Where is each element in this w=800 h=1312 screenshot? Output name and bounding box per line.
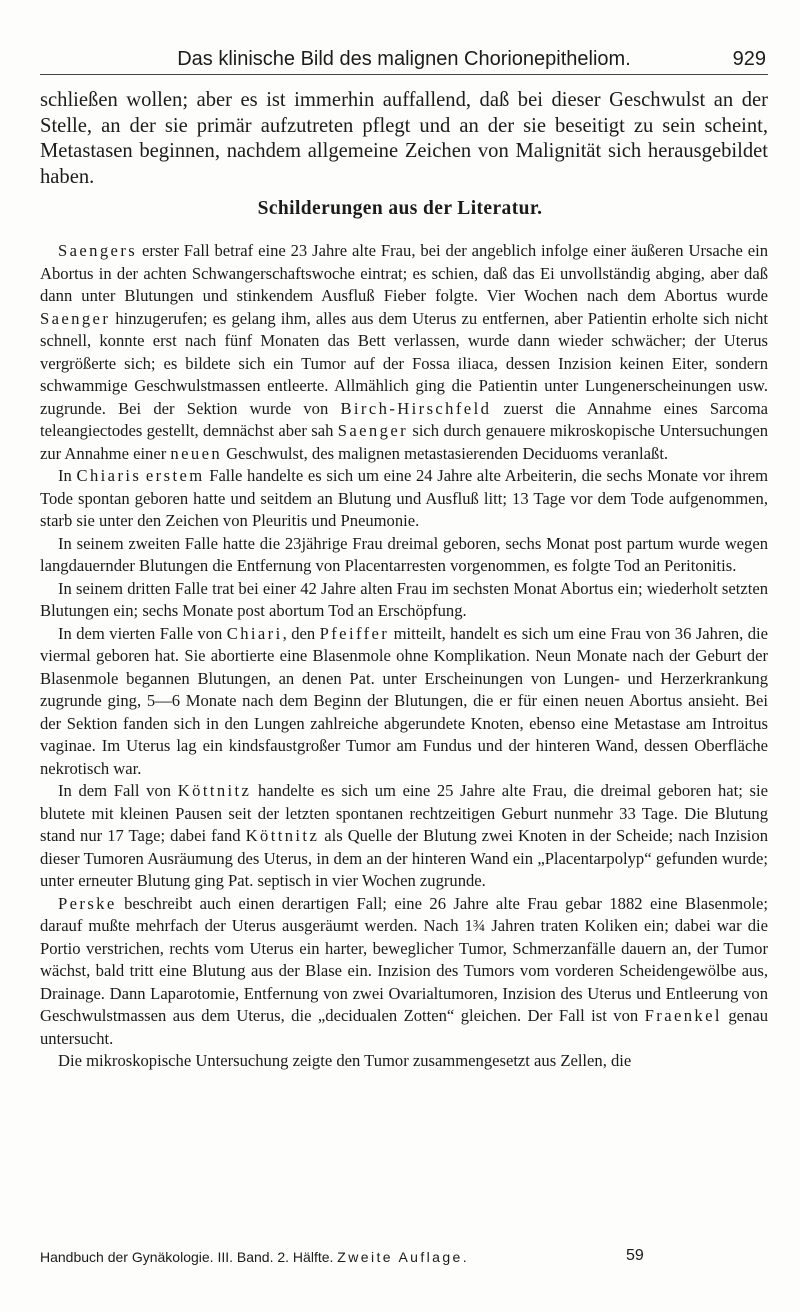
author-name: Saenger: [40, 308, 111, 328]
paragraph-chiari-2: In seinem zweiten Falle hatte die 23jährige Frau dreimal geboren, sechs Monat post partum wurde wegen langdauernder Blutungen die Entfernung von Placentarresten vorgenommen, es folgte Tod an Peritonitis.: [40, 533, 768, 575]
page-footer: [40, 1249, 768, 1271]
paragraph-chiari-1: In Chiaris erstem Falle handelte es sich um eine 24 Jahre alte Arbeiterin, die sechs Monate vor ihrem Tode spontan geboren hatte und seitdem an Blutung und Ausfluß litt; 13 Tage vor dem Tode aufgenommen, starb sie unter den Zeichen von Pleuritis und Pneumonie.: [40, 466, 768, 530]
paragraph-chiari-3: In seinem dritten Falle trat bei einer 42 Jahre alten Frau im sechsten Monat Abortus ein; wiederholt setzten Blutungen ein; sechs Monate post abortum Tod an Erschöpfung.: [40, 578, 768, 620]
emphasis: neuen: [170, 443, 223, 463]
paragraph-koettnitz: In dem Fall von Köttnitz handelte es sich um eine 25 Jahre alte Frau, die dreimal geboren hat; sie blutete mit kleinen Pausen seit der letzten spontanen rechtzeitigen Geburt nunmehr 33 Tage. Die Blutung stand nur 17 Tage; dabei fand Köttnitz als Quelle der Blutung zwei Knoten in der Scheide; nach Inzision dieser Tumoren Ausräumung des Uterus, in dem an der hinteren Wand ein „Placentarpolyp“ gefunden wurde; unter erneuter Blutung ging Pat. septisch in vier Wochen zugrunde.: [40, 781, 768, 890]
paragraph-saenger: Saengers erster Fall betraf eine 23 Jahre alte Frau, bei der angeblich infolge einer äußeren Ursache ein Abortus in der achten Schwangerschaftswoche eintrat; es schien, daß das Ei unvollständig abging, aber daß dann unter Blutungen und stinkendem Ausfluß Fieber folgte. Vier Wochen nach dem Abortus wurde Saenger hinzugerufen; es gelang ihm, alles aus dem Uterus zu entfernen, aber Patientin erholte sich nicht schnell, konnte erst nach fünf Monaten das Bett verlassen, wurde dann wieder schwächer; der Uterus vergrößerte sich; es bildete sich ein Tumor auf der Fossa iliaca, dessen Inzision keinen Eiter, sondern schwammige Geschwulstmassen entleerte. Allmählich ging die Patientin unter Lungenerscheinungen usw. zugrunde. Bei der Sektion wurde von Birch-Hirschfeld zuerst die Annahme eines Sarcoma teleangiectodes gestellt, demnächst aber sah Saenger sich durch genauere mikroskopische Untersuchungen zur Annahme einer neuen Geschwulst, des malignen metastasierenden Deciduoms veranlaßt.: [40, 241, 769, 463]
running-header: [40, 44, 768, 75]
section-heading: Schilderungen aus der Literatur.: [257, 198, 543, 219]
signature-mark: 59: [626, 1247, 644, 1264]
page-number: 929: [732, 48, 766, 70]
paragraph-microscopy: Die mikroskopische Untersuchung zeigte den Tumor zusammengesetzt aus Zellen, die: [58, 1051, 632, 1070]
author-name: Saengers: [58, 241, 138, 260]
author-name: Chiaris: [76, 466, 142, 485]
edition-note: Zweite Auflage.: [337, 1249, 470, 1265]
author-name: Perske: [58, 893, 117, 913]
running-title: Das klinische Bild des malignen Chorionepitheliom.: [177, 48, 631, 70]
author-name: Fraenkel: [644, 1006, 722, 1025]
author-name: Saenger: [337, 421, 409, 440]
author-name: Köttnitz: [245, 826, 320, 845]
paragraph-perske: Perske beschreibt auch einen derartigen Fall; eine 26 Jahre alte Frau gebar 1882 eine Blasenmole; darauf mußte mehrfach der Uterus ausgeräumt werden. Nach 1¾ Jahren traten Koliken ein; dabei war die Portio verstrichen, rechts vom Uterus ein harter, beweglicher Tumor, Schmerzanfälle dauern an, der Tumor wächst, bald tritt eine Blutung aus der Blase ein. Inzision des Tumors vom vorderen Scheidengewölbe aus, Drainage. Dann Laparotomie, Entfernung von zwei Ovarialtumoren, Inzision des Uterus und Entleerung von Geschwulstmassen aus dem Uterus, die „decidualen Zotten“ gleichen. Der Fall ist von Fraenkel genau untersucht.: [40, 893, 768, 1048]
author-name: Köttnitz: [177, 781, 252, 800]
paragraph-chiari-4: In dem vierten Falle von Chiari, den Pfeiffer mitteilt, handelt es sich um eine Frau von 36 Jahren, die viermal geboren hat. Sie abortierte eine Blasenmole ohne Komplikation. Neun Monate nach der Geburt der Blasenmole begannen Blutungen, an denen Pat. unter Erscheinungen von Lungen- und Herzerkrankung zugrunde ging, 5—6 Monate nach dem Beginn der Blutungen, die er für einen neuen Abortus ansieht. Bei der Sektion fanden sich in den Lungen zahlreiche abgerundete Knoten, ebenso eine Metastase am Introitus vaginae. Im Uterus lag ein kindsfaustgroßer Tumor am Fundus und der hinteren Wand, dessen Oberfläche nekrotisch war.: [40, 623, 768, 778]
author-name: Pfeiffer: [319, 623, 390, 643]
book-reference: Handbuch der Gynäkologie. III. Band. 2. Hälfte. Zweite Auflage.: [40, 1249, 470, 1265]
emphasis: erstem: [145, 466, 205, 485]
literature-body: [40, 240, 768, 1073]
author-name: Chiari: [226, 623, 283, 643]
author-name: Birch-Hirschfeld: [340, 398, 492, 418]
intro-paragraph: schließen wollen; aber es ist immerhin auffallend, daß bei dieser Geschwulst an der Stelle, an der sie primär aufzutreten pflegt und an der sie beseitigt zu sein scheint, Metastasen beginnen, nachdem allgemeine Zeichen von Malignität sich herausgebildet haben.: [40, 89, 768, 188]
